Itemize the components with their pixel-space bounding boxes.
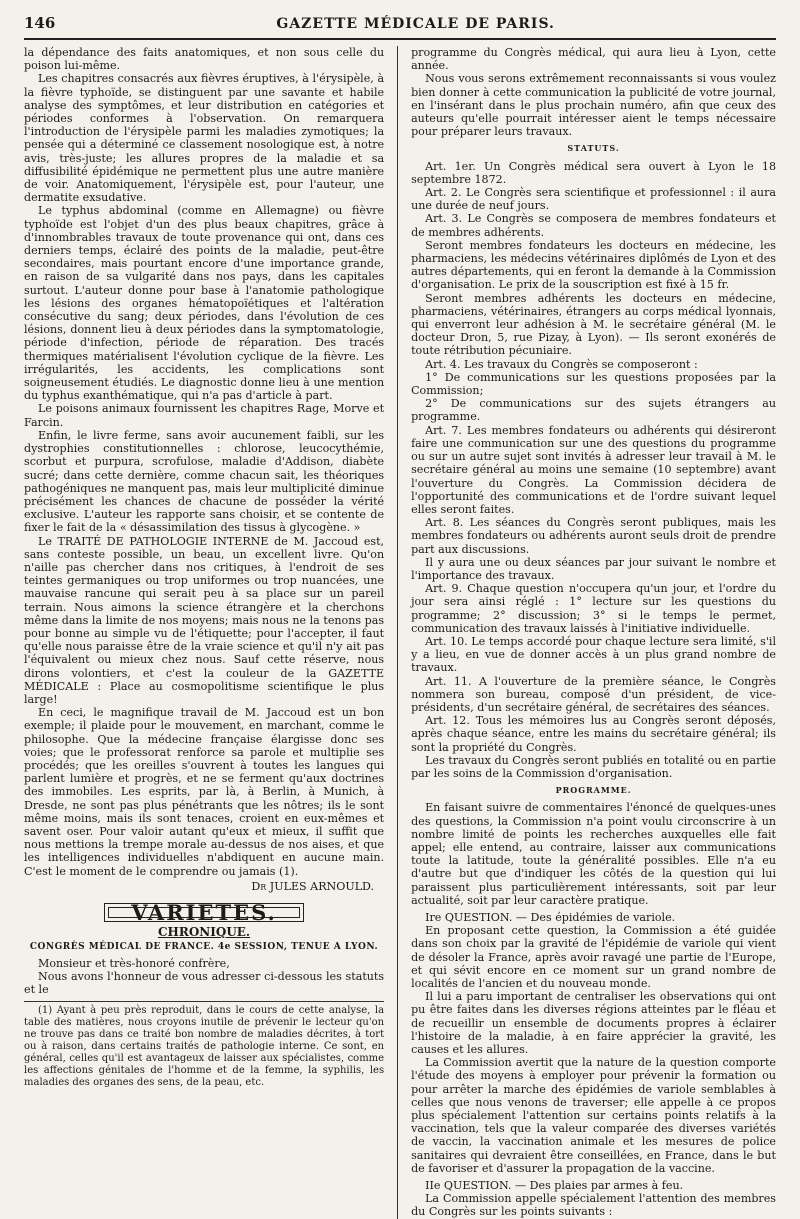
article: Art. 12. Tous les mémoires lus au Congrès seront déposés, après chaque séance, entre les mains du secrétaire général; ils sont la propriété du Congrès.: [411, 714, 776, 754]
paragraph: Il lui a paru important de centraliser les observations qui ont pu être faites dans les diverses régions atteintes par le fléau et de recueillir un ensemble de documents propres à éclairer l'histoire de la maladie, à en faire apprécier la gravité, les causes et les allures.: [411, 990, 776, 1057]
paragraph: Nous avons l'honneur de vous adresser ci-dessous les statuts et le: [24, 969, 385, 997]
left-column: [24, 46, 384, 1219]
paragraph: Nous vous serons extrêmement reconnaissants si vous voulez bien donner à cette communication la publicité de votre journal, en l'insérant dans le plus prochain numéro, afin que ceux des auteurs qu'elle pourrait intéresser aient le temps nécessaire pour préparer leurs travaux.: [411, 72, 776, 139]
paragraph: Le TRAITÉ DE PATHOLOGIE INTERNE de M. Jaccoud est, sans conteste possible, un beau, un excellent livre. Qu'on n'aille pas chercher dans nos critiques, à l'endroit de ses teintes germaniques ou trop uniformes ou trop nuancées, une mauvaise rancune qui serait peu à sa place sur un pareil terrain. Nous aimons la science étrangère et la cherchons même dans la limite de nos moyens; mais nous ne la tenons pas pour bonne au simple vu de l'étiquette; pour l'accepter, il faut qu'elle nous paraisse être de la vraie science et qu'il n'y ait pas l'équivalent ou mieux chez nous. Sauf cette réserve, nous dirons volontiers, et c'est la couleur de la GAZETTE MÉDICALE : Place au cosmopolitisme scientifique le plus large!: [24, 534, 385, 706]
paragraph: En proposant cette question, la Commission a été guidée dans son choix par la gravité de l'épidémie de variole qui vient de désoler la France, après avoir ravagé une partie de l'Europe, et qui sévit encore en ce moment sur un grand nombre de localités de l'ancien et du nouveau monde.: [411, 924, 776, 991]
paragraph: En faisant suivre de commentaires l'énoncé de quelques-unes des questions, la Commission n'a point voulu circonscrire à un nombre limité de points les recherches auxquelles elle fait appel; elle entend, au contraire, laisser aux communications toute la latitude, toute la généralité possibles. Elle n'a eu d'autre but que d'indiquer les côtés de la question qui lui paraissent plus particulièrement intéressants, soit par leur actualité, soit par leur caractère pratique.: [411, 801, 776, 907]
paragraph: Le poisons animaux fournissent les chapitres Rage, Morve et Farcin.: [24, 402, 385, 429]
article: Art. 11. A l'ouverture de la première séance, le Congrès nommera son bureau, composé d'un président, de vice-présidents, d'un secrétaire général, de secrétaires des séances.: [411, 674, 776, 714]
article: Art. 10. Le temps accordé pour chaque lecture sera limité, s'il y a lieu, en vue de donner accès à un plus grand nombre de travaux.: [411, 634, 776, 675]
right-column: [411, 46, 776, 1219]
statuts-heading: STATUTS.: [567, 143, 620, 154]
paragraph: La Commission avertit que la nature de la question comporte l'étude des moyens à employer pour prévenir la formation ou pour arrêter la marche des épidémies de variole semblables à celles que nous venons de traverser; elle appelle à ce propos plus spécialement l'attention sur certains points relatifs à la vaccination, tels que la valeur comparée des diverses variétés de vaccin, la vaccination animale et les mesures de police sanitaires qui devraient être conseillées, en France, dans le but de favoriser et d'assurer la propagation de la vaccine.: [411, 1056, 776, 1175]
paragraph: Les chapitres consacrés aux fièvres éruptives, à l'érysipèle, à la fièvre typhoïde, se distinguent par une savante et habile analyse des symptômes, et leur distribution en catégories et périodes conformes à l'observation. On remarquera l'introduction de l'érysipèle parmi les maladies zymotiques; la pensée qui a déterminé ce classement nosologique est, à notre avis, très-juste; les allures propres de la maladie et sa diffusibilité épidémique ne permettent plus une autre manière de voir. Anatomiquement, l'érysipèle est, pour l'auteur, une dermatite exsudative.: [24, 72, 385, 205]
congres-subheading: CONGRÈS MÉDICAL DE FRANCE. 4e SESSION, TENUE A LYON.: [29, 942, 379, 953]
paragraph: programme du Congrès médical, qui aura lieu à Lyon, cette année.: [411, 46, 776, 73]
article: Art. 4. Les travaux du Congrès se composeront :: [425, 357, 698, 371]
article: Art. 8. Les séances du Congrès seront publiques, mais les membres fondateurs ou adhérents auront seuls droit de prendre part aux discussions.: [411, 516, 776, 556]
article: Art. 2. Le Congrès sera scientifique et professionnel : il aura une durée de neuf jours.: [411, 186, 776, 213]
question-heading: Ire QUESTION. — Des épidémies de variole.: [425, 911, 676, 924]
author-signature: Dr JULES ARNOULD.: [251, 879, 375, 893]
question-heading: IIe QUESTION. — Des plaies par armes à feu.: [425, 1179, 684, 1193]
footnote: (1) Ayant à peu près reproduit, dans le cours de cette analyse, la table des matières, nous croyons inutile de prévenir le lecteur qu'on ne trouve pas dans ce traité bon nombre de maladies décrites, à tort ou à raison, dans certains traités de pathologie interne. Ce sont, en général, celles qu'il est avantageux de laisser aux spécialistes, comme les affections génitales de l'homme et de la femme, la syphilis, les maladies des organes des sens, de la peau, etc.: [24, 1005, 385, 1089]
paragraph: Seront membres fondateurs les docteurs en médecine, les pharmaciens, les médecins vétérinaires diplômés de Lyon et des autres départements, qui en feront la demande à la Commission d'organisation. Le prix de la souscription est fixé à 15 fr.: [411, 238, 776, 292]
paragraph: Seront membres adhérents les docteurs en médecine, pharmaciens, vétérinaires, étrangers au corps médical lyonnais, qui enverront leur adhésion à M. le secrétaire général (M. le docteur Dron, 5, rue Pizay, à Lyon). — Ils seront exonérés de toute rétribution pécuniaire.: [411, 291, 776, 358]
journal-title: GAZETTE MÉDICALE DE PARIS.: [276, 16, 555, 32]
chronique-heading: CHRONIQUE.: [157, 925, 251, 940]
article: Art. 3. Le Congrès se composera de membres fondateurs et de membres adhérents.: [411, 212, 776, 239]
article-item: 1° De communications sur les questions proposées par la Commission;: [411, 370, 776, 398]
page-number: 146: [24, 14, 56, 32]
programme-heading: PROGRAMME.: [555, 785, 632, 796]
paragraph: Il y aura une ou deux séances par jour suivant le nombre et l'importance des travaux.: [411, 555, 776, 582]
section-heading-varietes: VARIETES.: [104, 903, 304, 922]
paragraph: la dépendance des faits anatomiques, et non sous celle du poison lui-même.: [24, 46, 385, 73]
salutation: Monsieur et très-honoré confrère,: [38, 956, 230, 970]
two-column-body: [24, 46, 776, 1219]
footnote-divider: [24, 1001, 384, 1002]
paragraph: Les travaux du Congrès seront publiés en totalité ou en partie par les soins de la Commission d'organisation.: [411, 753, 776, 780]
paragraph: Le typhus abdominal (comme en Allemagne) ou fièvre typhoïde est l'objet d'un des plus beaux chapitres, grâce à d'innombrables travaux de toute provenance qui ont, dans ces derniers temps, éclairé des points de la maladie, peut-être secondaires, mais pourtant encore d'une importance grande, en raison de sa vulgarité dans nos pays, dans les capitales surtout. L'auteur donne pour base à l'anatomie pathologique les lésions des organes hématopoïétiques et l'altération consécutive du sang; deux périodes, dans l'évolution de ces lésions, donnent lieu à deux périodes dans la symptomatologie, période d'infection, période de réparation. Des tracés thermiques matérialisent l'évolution cyclique de la fièvre. Les irrégularités, les accidents, les complications sont soigneusement étudiés. Le diagnostic donne lieu à une mention du typhus exanthématique, qui n'a pas d'article à part.: [24, 204, 385, 403]
column-divider: [397, 46, 398, 1219]
paragraph: La Commission appelle spécialement l'attention des membres du Congrès sur les points suivants :: [411, 1192, 776, 1219]
page-header: [24, 14, 776, 40]
article-item: 2° De communications sur des sujets étrangers au programme.: [411, 397, 776, 424]
article: Art. 7. Les membres fondateurs ou adhérents qui désireront faire une communication sur une des questions du programme ou sur un autre sujet sont invités à adresser leur travail à M. le secrétaire général au moins une semaine (10 septembre) avant l'ouverture du Congrès. La Commission décidera de l'opportunité des communications et de l'ordre suivant lequel elles seront faites.: [411, 423, 776, 516]
article: Art. 9. Chaque question n'occupera qu'un jour, et l'ordre du jour sera ainsi réglé : 1° lecture sur les questions du programme; 2° discussion; 3° si le temps le permet, communication des travaux laissés à l'initiative individuelle.: [411, 582, 776, 635]
paragraph: En ceci, le magnifique travail de M. Jaccoud est un bon exemple; il plaide pour le mouvement, en marchant, comme le philosophe. Que la médecine française élargisse donc ses voies; que le professorat renforce sa parole et multiplie ses procédés; que les oreilles s'ouvrent à toutes les langues qui parlent lumière et progrès, et ne se ferment qu'aux doctrines des immobiles. Les esprits, par là, à Berlin, à Munich, à Dresde, ne sont pas plus pénétrants que les nôtres; ils le sont même moins, mais ils sont tenaces, croient en eux-mêmes et savent oser. Pour valoir autant qu'eux et mieux, il suffit que nous mettions la trempe morale au-dessus de nos aises, et que les intelligences individuelles n'abdiquent en aucune main. C'est le moment de le comprendre ou jamais (1).: [24, 706, 385, 878]
article: Art. 1er. Un Congrès médical sera ouvert à Lyon le 18 septembre 1872.: [411, 159, 776, 186]
paragraph: Enfin, le livre ferme, sans avoir aucunement faibli, sur les dystrophies constitutionnelles : chlorose, leucocythémie, scorbut et purpura, scrofulose, maladie d'Addison, diabète sucré; dans cette dernière, comme chacun sait, les théoriques pathogéniques ne manquent pas, mais leur multiplicité diminue précisément les chances de chacune de posséder la vérité exclusive. L'auteur les rapporte sans choisir, et se contente de fixer le fait de la « désassimilation des tissus à glycogène. »: [24, 428, 385, 535]
